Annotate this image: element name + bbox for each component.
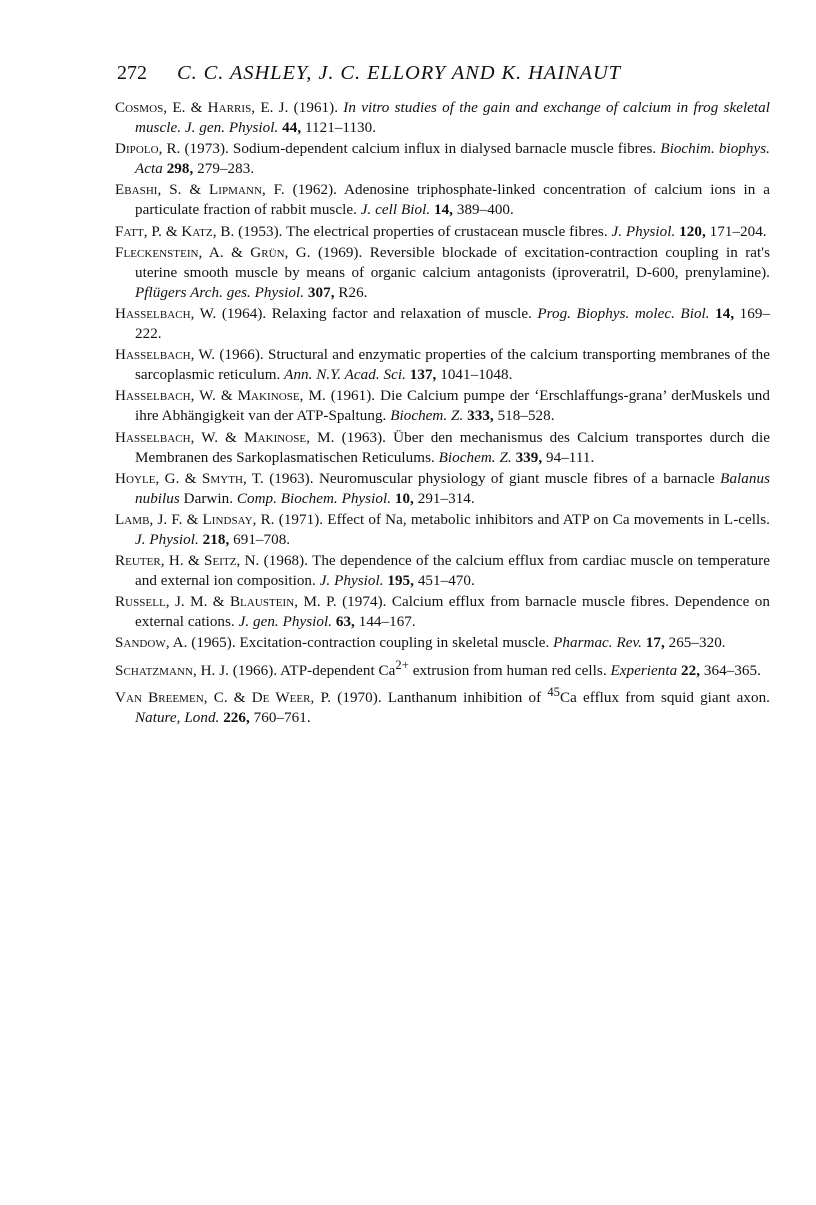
reference-volume: 339, (515, 449, 543, 466)
reference-year: (1964). (221, 305, 267, 322)
reference-item (115, 98, 770, 138)
reference-authors: Hasselbach, W. (115, 305, 217, 322)
page-header (115, 62, 770, 92)
reference-item (115, 633, 770, 653)
superscript-isotope: 45 (547, 684, 561, 699)
reference-species: Balanus nubilus (135, 470, 770, 507)
reference-authors: Fatt, P. & Katz, B. (115, 223, 235, 240)
reference-journal: J. Physiol. (319, 573, 384, 590)
reference-item (115, 222, 770, 242)
reference-authors: Reuter, H. & Seitz, N. (115, 553, 260, 570)
reference-title-end: extrusion from human red cells. (412, 662, 607, 679)
reference-volume: 22, (681, 662, 701, 679)
reference-title: Über den mechanismus des Calcium transportes durch die Membranen des Sarkoplasmatischen Reticulums. (135, 429, 770, 466)
reference-title: Reversible blockade of excitation-contraction coupling in rat's uterine smooth muscle by means of organic calcium antagonists (iproveratril, D-600, prenylamine). (135, 244, 770, 281)
reference-title: ATP-dependent $Ca^{2+}$ (280, 657, 409, 679)
reference-journal: Pflügers Arch. ges. Physiol. (135, 284, 305, 301)
reference-pages: 94–111. (546, 449, 595, 466)
reference-journal: J. Physiol. (611, 223, 676, 240)
reference-journal: Ann. N.Y. Acad. Sci. (284, 367, 406, 384)
reference-item (115, 510, 770, 550)
reference-pages: 291–314. (417, 490, 475, 507)
reference-title-end: $^{45}$Ca efflux from squid giant axon. (547, 684, 771, 706)
reference-authors: Cosmos, E. & Harris, E. J. (115, 100, 289, 116)
reference-item (115, 345, 770, 385)
superscript-charge: 2+ (395, 657, 409, 672)
reference-year: (1966). (232, 662, 278, 679)
reference-authors: Van Breemen, C. & De Weer, P. (115, 689, 332, 706)
reference-volume: 14, (433, 202, 454, 219)
reference-year: (1963). (341, 429, 387, 446)
reference-journal: J. Physiol. (135, 531, 199, 548)
reference-item (115, 469, 770, 509)
reference-year: (1953). (238, 223, 283, 240)
reference-journal: Comp. Biochem. Physiol. (236, 490, 392, 507)
reference-title: The dependence of the calcium efflux from cardiac muscle on temperature and external ion composition. (135, 553, 770, 590)
reference-volume: 137, (409, 367, 437, 384)
reference-year: (1970). (337, 689, 382, 706)
reference-item (115, 682, 770, 728)
reference-volume: 17, (645, 635, 665, 652)
reference-item (115, 551, 770, 591)
reference-volume: 195, (387, 573, 414, 590)
reference-year: (1974). (342, 594, 387, 611)
reference-title: Relaxing factor and relaxation of muscle. (271, 305, 532, 322)
reference-title: Neuromuscular physiology of giant muscle fibres of a barnacle (318, 470, 715, 487)
reference-authors: Hasselbach, W. & Makinose, M. (115, 429, 335, 446)
reference-pages: 169–222. (135, 305, 771, 343)
reference-authors: Hoyle, G. & Smyth, T. (115, 470, 264, 487)
reference-authors: Hasselbach, W. (115, 347, 216, 364)
reference-item (115, 139, 770, 179)
reference-journal: J. cell Biol. (360, 202, 431, 219)
reference-year: (1973). (184, 141, 229, 158)
reference-item (115, 655, 770, 681)
reference-pages: 279–283. (197, 161, 255, 178)
reference-volume: 14, (715, 305, 735, 322)
reference-pages: 265–320. (668, 635, 726, 652)
running-head: C. C. ASHLEY, J. C. ELLORY AND K. HAINAUT (177, 62, 621, 84)
reference-list (115, 98, 770, 728)
reference-pages: 451–470. (417, 573, 475, 590)
reference-title: Sodium-dependent calcium influx in dialysed barnacle muscle fibres. (232, 141, 657, 158)
reference-item (115, 243, 770, 303)
reference-title-end: Darwin. (183, 490, 234, 507)
reference-item (115, 592, 770, 632)
reference-authors: Hasselbach, W. & Makinose, M. (115, 388, 326, 405)
reference-volume: 63, (335, 614, 355, 631)
reference-volume: 226, (223, 709, 250, 726)
reference-year: (1962). (292, 182, 337, 199)
reference-title: Structural and enzymatic properties of the calcium transporting membranes of the sarcoplasmic reticulum. (135, 347, 771, 384)
reference-pages: 1121–1130. (305, 120, 377, 137)
reference-volume: 10, (394, 490, 414, 507)
reference-item (115, 180, 770, 220)
page (115, 62, 770, 729)
reference-journal: Biochem. Z. (390, 408, 464, 425)
reference-volume: 120, (679, 223, 706, 240)
reference-volume: 333, (467, 408, 494, 425)
reference-pages: R26. (338, 284, 368, 301)
reference-title: Die Calcium pumpe der ‘Erschlaffungs-grana’ derMuskels und ihre Abhängigkeit van der ATP-Spaltung. (135, 388, 770, 425)
reference-volume: 218, (202, 531, 230, 548)
reference-pages: 691–708. (233, 531, 291, 548)
reference-year: (1961). (330, 388, 376, 405)
reference-pages: 518–528. (497, 408, 555, 425)
reference-journal: Pharmac. Rev. (553, 635, 642, 652)
reference-authors: Fleckenstein, A. & Grün, G. (115, 244, 311, 261)
reference-authors: Schatzmann, H. J. (115, 662, 229, 679)
reference-item (115, 386, 770, 426)
reference-journal: Biochem. Z. (438, 449, 512, 466)
reference-title: In vitro studies of the gain and exchange of calcium in frog skeletal muscle. (135, 100, 771, 137)
reference-journal: Experienta (610, 662, 678, 679)
reference-pages: 364–365. (703, 662, 761, 679)
reference-year: (1961). (293, 100, 339, 116)
reference-journal: Biochim. biophys. Acta (135, 141, 770, 178)
reference-volume: 307, (307, 284, 335, 301)
reference-year: (1971). (278, 511, 324, 528)
reference-title: Adenosine triphosphate-linked concentration of calcium ions in a particulate fraction of rabbit muscle. (135, 182, 771, 219)
reference-pages: 760–761. (253, 709, 311, 726)
reference-pages: 1041–1048. (440, 367, 513, 384)
reference-volume: 298, (166, 161, 194, 178)
reference-item (115, 304, 770, 344)
reference-year: (1969). (317, 244, 363, 261)
page-number: 272 (117, 62, 147, 84)
reference-title: Calcium efflux from barnacle muscle fibres. Dependence on external cations. (135, 594, 770, 631)
reference-title: The electrical properties of crustacean muscle fibres. (286, 223, 608, 240)
reference-title: Excitation-contraction coupling in skeletal muscle. (239, 635, 550, 652)
reference-journal: Nature, Lond. (135, 709, 220, 726)
reference-authors: Sandow, A. (115, 635, 188, 652)
reference-year: (1966). (219, 347, 264, 364)
reference-pages: 171–204. (709, 223, 767, 240)
reference-authors: Dipolo, R. (115, 141, 181, 158)
reference-year: (1968). (263, 553, 309, 570)
reference-year: (1963). (269, 470, 314, 487)
reference-title: Lanthanum inhibition of (387, 689, 542, 706)
reference-year: (1965). (191, 635, 236, 652)
reference-item (115, 428, 770, 468)
reference-title: Effect of Na, metabolic inhibitors and ATP on Ca movements in L-cells. (327, 511, 771, 528)
reference-journal: Prog. Biophys. molec. Biol. (537, 305, 710, 322)
reference-authors: Russell, J. M. & Blaustein, M. P. (115, 594, 337, 611)
reference-authors: Ebashi, S. & Lipmann, F. (115, 182, 285, 199)
reference-volume: 44, (282, 120, 302, 137)
reference-authors: Lamb, J. F. & Lindsay, R. (115, 511, 275, 528)
reference-journal: J. gen. Physiol. (238, 614, 333, 631)
reference-journal: J. gen. Physiol. (184, 120, 279, 137)
reference-pages: 389–400. (456, 202, 514, 219)
reference-pages: 144–167. (358, 614, 416, 631)
